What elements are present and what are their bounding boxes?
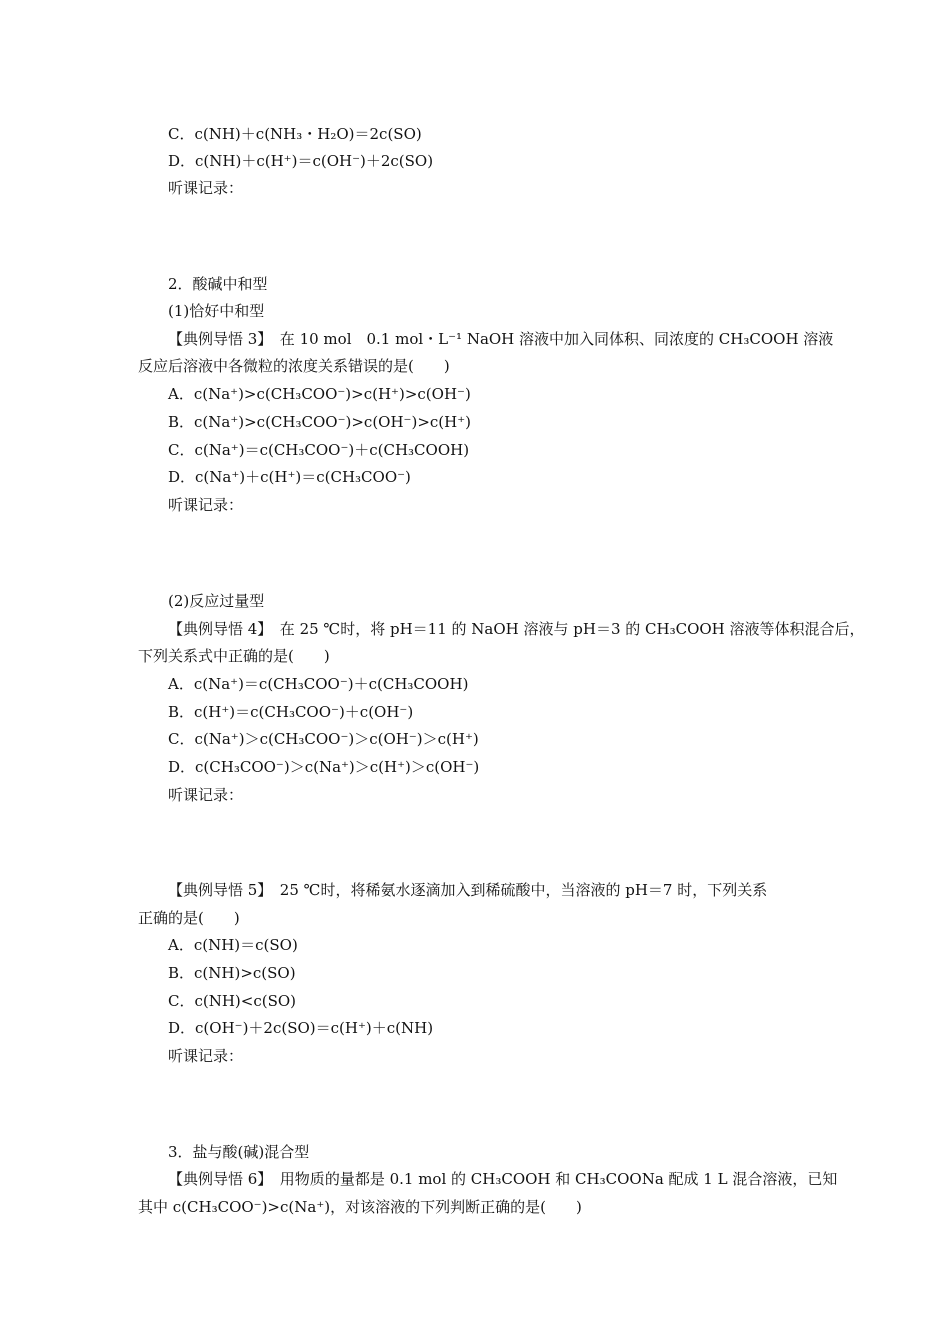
example-question-line: 【典例导悟 4】 在 25 ℃时，将 pH＝11 的 NaOH 溶液与 pH＝3 的 CH₃COOH 溶液等体积混合后， <box>168 620 865 638</box>
example-question-line: 【典例导悟 6】 用物质的量都是 0.1 mol 的 CH₃COOH 和 CH₃COONa 配成 1 L 混合溶液，已知 <box>168 1170 838 1188</box>
option-b: B．c(Na⁺)>c(CH₃COO⁻)>c(OH⁻)>c(H⁺) <box>168 413 471 431</box>
option-a: A．c(NH)＝c(SO) <box>168 936 298 954</box>
lecture-notes-label: 听课记录： <box>168 179 244 197</box>
section-heading: 2．酸碱中和型 <box>168 275 268 293</box>
lecture-notes-label: 听课记录： <box>168 496 244 514</box>
option-c: C．c(NH)＋c(NH₃・H₂O)＝2c(SO) <box>168 125 422 143</box>
example-question-line: 下列关系式中正确的是( ) <box>138 647 330 665</box>
lecture-notes-label: 听课记录： <box>168 786 244 804</box>
option-a: A．c(Na⁺)＝c(CH₃COO⁻)＋c(CH₃COOH) <box>168 675 469 693</box>
option-c: C．c(Na⁺)＞c(CH₃COO⁻)＞c(OH⁻)＞c(H⁺) <box>168 730 479 748</box>
option-b: B．c(NH)>c(SO) <box>168 964 296 982</box>
option-c: C．c(NH)<c(SO) <box>168 992 297 1010</box>
example-question-line: 其中 c(CH₃COO⁻)>c(Na⁺)，对该溶液的下列判断正确的是( ) <box>138 1198 582 1216</box>
lecture-notes-label: 听课记录： <box>168 1047 244 1065</box>
option-d: D．c(NH)＋c(H⁺)＝c(OH⁻)＋2c(SO) <box>168 152 434 170</box>
example-question-line: 正确的是( ) <box>138 909 240 927</box>
section-heading: 3．盐与酸(碱)混合型 <box>168 1143 310 1161</box>
option-b: B．c(H⁺)＝c(CH₃COO⁻)＋c(OH⁻) <box>168 703 414 721</box>
subsection-heading: (2)反应过量型 <box>168 592 265 610</box>
option-d: D．c(Na⁺)＋c(H⁺)＝c(CH₃COO⁻) <box>168 468 411 486</box>
option-d: D．c(OH⁻)＋2c(SO)＝c(H⁺)＋c(NH) <box>168 1019 434 1037</box>
subsection-heading: (1)恰好中和型 <box>168 302 265 320</box>
example-question-line: 【典例导悟 3】 在 10 mol 0.1 mol・L⁻¹ NaOH 溶液中加入同体积、同浓度的 CH₃COOH 溶液 <box>168 330 834 348</box>
option-d: D．c(CH₃COO⁻)＞c(Na⁺)＞c(H⁺)＞c(OH⁻) <box>168 758 480 776</box>
option-c: C．c(Na⁺)＝c(CH₃COO⁻)＋c(CH₃COOH) <box>168 441 470 459</box>
example-question-line: 反应后溶液中各微粒的浓度关系错误的是( ) <box>138 357 450 375</box>
example-question-line: 【典例导悟 5】 25 ℃时，将稀氨水逐滴加入到稀硫酸中，当溶液的 pH＝7 时，下列关系 <box>168 881 768 899</box>
option-a: A．c(Na⁺)>c(CH₃COO⁻)>c(H⁺)>c(OH⁻) <box>168 385 471 403</box>
